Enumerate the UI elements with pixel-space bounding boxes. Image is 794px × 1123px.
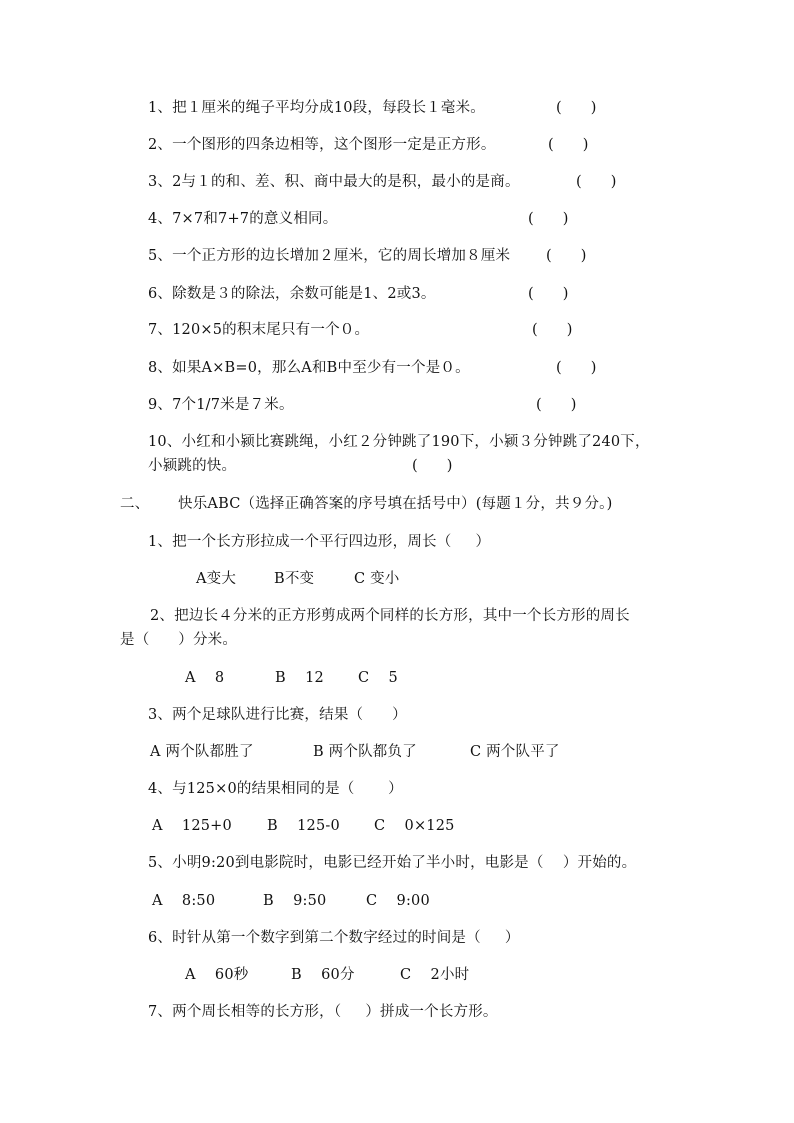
question-1-stem: 1、把一个长方形拉成一个平行四边形，周长（ ） [148,534,491,550]
question-3-stem: 3、两个足球队进行比赛，结果（ ） [148,707,407,723]
tf-item-9-text: 9、7个1/7米是７米。 [148,397,294,413]
tf-item-8-text: 8、如果A×B=0，那么A和B中至少有一个是０。 [148,360,470,376]
section-2-title: 快乐ABC（选择正确答案的序号填在括号中）(每题１分，共９分。) [178,496,613,512]
question-4-stem: 4、与125×0的结果相同的是（ ） [148,781,403,797]
question-2-stem-line2: 是（ ）分米。 [120,632,238,648]
tf-item-5-answer-paren[interactable]: ( ) [546,248,587,264]
tf-item-3-text: 3、2与１的和、差、积、商中最大的是积，最小的是商。 [148,174,520,190]
tf-item-10-text: 10、小红和小颍比赛跳绳，小红２分钟跳了190下，小颍３分钟跳了240下， [148,434,650,450]
tf-item-2-text: 2、一个图形的四条边相等，这个图形一定是正方形。 [148,137,496,153]
question-5-option-a[interactable]: A 8:50 [152,893,216,909]
question-4-option-b[interactable]: B 125-0 [267,818,340,834]
question-4-option-c[interactable]: C 0×125 [374,818,455,834]
section-2-number: 二、 [120,496,150,512]
tf-item-1-text: 1、把１厘米的绳子平均分成10段，每段长１毫米。 [148,100,485,116]
question-5-option-b[interactable]: B 9:50 [263,893,327,909]
tf-item-5-text: 5、一个正方形的边长增加２厘米，它的周长增加８厘米 [148,248,511,264]
question-2-option-a[interactable]: A 8 [185,670,225,686]
question-4-option-a[interactable]: A 125+0 [152,818,232,834]
tf-item-4-text: 4、7×7和7+7的意义相同。 [148,211,338,227]
tf-item-3-answer-paren[interactable]: ( ) [576,174,617,190]
question-3-option-a[interactable]: A 两个队都胜了 [150,744,254,760]
tf-item-9-answer-paren[interactable]: ( ) [536,397,577,413]
question-1-option-a[interactable]: A变大 [196,571,237,587]
question-3-option-b[interactable]: B 两个队都负了 [313,744,417,760]
question-3-option-c[interactable]: C 两个队平了 [470,744,560,760]
question-1-option-b[interactable]: B不变 [274,571,315,587]
tf-item-7-answer-paren[interactable]: ( ) [532,322,573,338]
question-7-stem: 7、两个周长相等的长方形，（ ）拼成一个长方形。 [148,1004,498,1020]
question-1-option-c[interactable]: C 变小 [354,571,400,587]
question-6-option-c[interactable]: C 2小时 [400,967,470,983]
tf-item-4-answer-paren[interactable]: ( ) [528,211,569,227]
tf-item-6-text: 6、除数是３的除法，余数可能是1、2或3。 [148,286,436,302]
question-2-option-b[interactable]: B 12 [275,670,324,686]
tf-item-2-answer-paren[interactable]: ( ) [548,137,589,153]
tf-item-6-answer-paren[interactable]: ( ) [528,286,569,302]
question-6-option-a[interactable]: A 60秒 [185,967,249,983]
tf-item-10-text-line2: 小颍跳的快。 [148,458,237,474]
question-6-stem: 6、时针从第一个数字到第二个数字经过的时间是（ ） [148,930,520,946]
tf-item-8-answer-paren[interactable]: ( ) [556,360,597,376]
question-2-option-c[interactable]: C 5 [358,670,398,686]
question-5-option-c[interactable]: C 9:00 [366,893,430,909]
tf-item-10-answer-paren[interactable]: ( ) [412,458,453,474]
tf-item-1-answer-paren[interactable]: ( ) [556,100,597,116]
question-5-stem: 5、小明9:20到电影院时，电影已经开始了半小时，电影是（ ）开始的。 [148,855,637,871]
tf-item-7-text: 7、120×5的积末尾只有一个０。 [148,322,370,338]
question-6-option-b[interactable]: B 60分 [291,967,355,983]
question-2-stem: 2、把边长４分米的正方形剪成两个同样的长方形，其中一个长方形的周长 [150,608,630,624]
